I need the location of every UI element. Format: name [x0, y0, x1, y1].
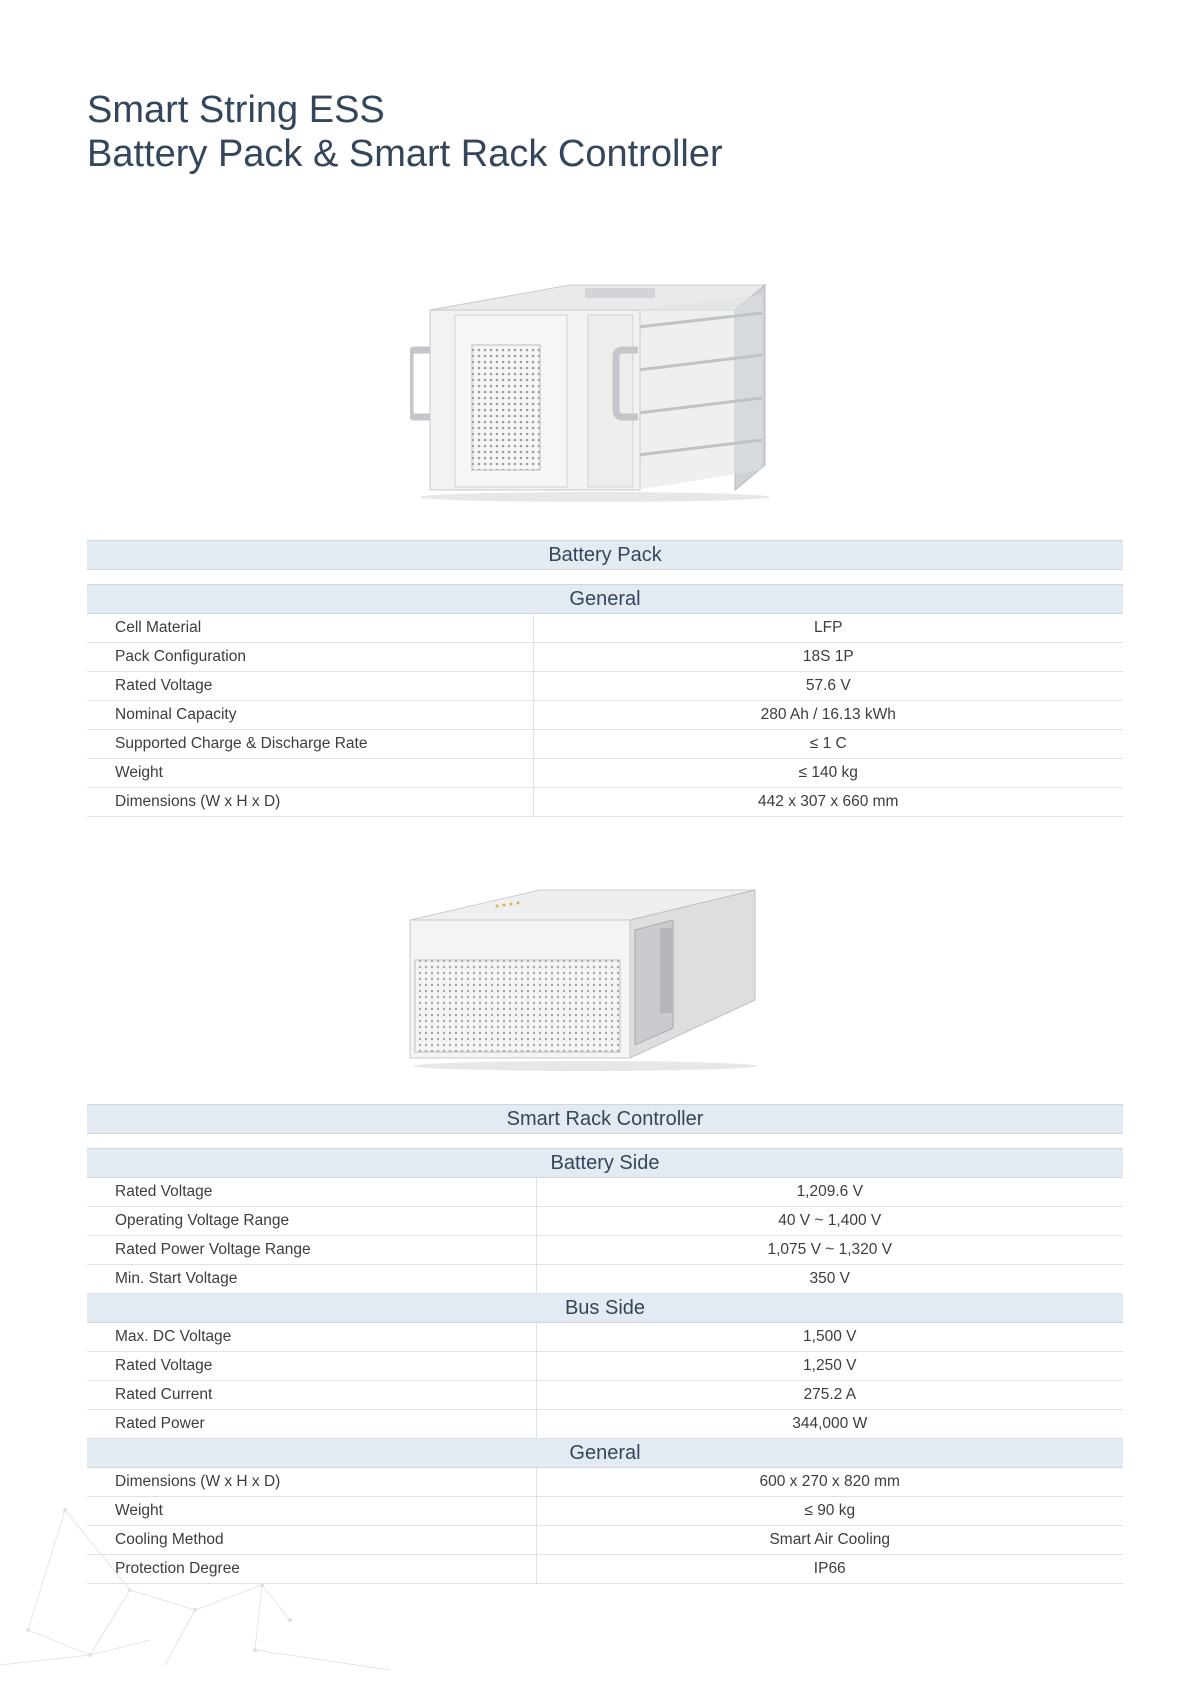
spec-value: 600 x 270 x 820 mm [536, 1468, 1123, 1497]
table-row [87, 701, 1123, 730]
section-title: Bus Side [87, 1294, 1123, 1323]
table-row [87, 1323, 1123, 1352]
spec-value: 275.2 A [536, 1381, 1123, 1410]
rack-controller-image [405, 880, 775, 1080]
spec-value: ≤ 140 kg [533, 759, 1123, 788]
spec-value: 40 V ~ 1,400 V [536, 1207, 1123, 1236]
page-title [87, 88, 723, 176]
spec-value: ≤ 1 C [533, 730, 1123, 759]
rack-controller-heading-row [87, 1105, 1123, 1134]
table-row [87, 1410, 1123, 1439]
spec-label: Pack Configuration [87, 643, 533, 672]
section-header [87, 1149, 1123, 1178]
table-row [87, 759, 1123, 788]
section-header [87, 585, 1123, 614]
spec-label: Weight [87, 759, 533, 788]
title-line-1: Smart String ESS [87, 89, 385, 131]
section-title: General [87, 585, 1123, 614]
table-row [87, 643, 1123, 672]
spec-value: IP66 [536, 1555, 1123, 1584]
spec-label: Protection Degree [87, 1555, 536, 1584]
battery-pack-heading-row [87, 541, 1123, 570]
spec-value: 280 Ah / 16.13 kWh [533, 701, 1123, 730]
table-row [87, 614, 1123, 643]
decorative-line-art [0, 1490, 420, 1695]
rack-controller-heading: Smart Rack Controller [87, 1105, 1123, 1134]
table-row [87, 672, 1123, 701]
table-row [87, 1352, 1123, 1381]
spec-label: Dimensions (W x H x D) [87, 1468, 536, 1497]
spec-label: Rated Voltage [87, 1178, 536, 1207]
spec-value: Smart Air Cooling [536, 1526, 1123, 1555]
spec-label: Cooling Method [87, 1526, 536, 1555]
spec-value: 350 V [536, 1265, 1123, 1294]
spec-label: Supported Charge & Discharge Rate [87, 730, 533, 759]
spec-label: Operating Voltage Range [87, 1207, 536, 1236]
spec-label: Min. Start Voltage [87, 1265, 536, 1294]
table-row [87, 730, 1123, 759]
table-row [87, 1236, 1123, 1265]
spec-label: Rated Voltage [87, 672, 533, 701]
section-title: General [87, 1439, 1123, 1468]
table-row [87, 1265, 1123, 1294]
battery-pack-image [410, 275, 780, 505]
table-row [87, 1207, 1123, 1236]
spec-value: 1,209.6 V [536, 1178, 1123, 1207]
section-header [87, 1294, 1123, 1323]
table-row [87, 788, 1123, 817]
spec-value: 1,075 V ~ 1,320 V [536, 1236, 1123, 1265]
title-line-2: Battery Pack & Smart Rack Controller [87, 133, 723, 175]
spec-label: Weight [87, 1497, 536, 1526]
table-row [87, 1381, 1123, 1410]
spec-value: 18S 1P [533, 643, 1123, 672]
spec-value: 57.6 V [533, 672, 1123, 701]
spec-value: 1,500 V [536, 1323, 1123, 1352]
spec-label: Rated Power [87, 1410, 536, 1439]
battery-pack-spec-table [87, 540, 1123, 817]
spec-label: Max. DC Voltage [87, 1323, 536, 1352]
section-title: Battery Side [87, 1149, 1123, 1178]
spec-value: 442 x 307 x 660 mm [533, 788, 1123, 817]
spec-value: 344,000 W [536, 1410, 1123, 1439]
spec-value: ≤ 90 kg [536, 1497, 1123, 1526]
battery-pack-heading: Battery Pack [87, 541, 1123, 570]
spec-label: Rated Voltage [87, 1352, 536, 1381]
spec-value: LFP [533, 614, 1123, 643]
table-row [87, 1178, 1123, 1207]
section-header [87, 1439, 1123, 1468]
spec-label: Rated Current [87, 1381, 536, 1410]
spec-label: Nominal Capacity [87, 701, 533, 730]
spec-label: Cell Material [87, 614, 533, 643]
spec-label: Dimensions (W x H x D) [87, 788, 533, 817]
spec-value: 1,250 V [536, 1352, 1123, 1381]
spec-label: Rated Power Voltage Range [87, 1236, 536, 1265]
